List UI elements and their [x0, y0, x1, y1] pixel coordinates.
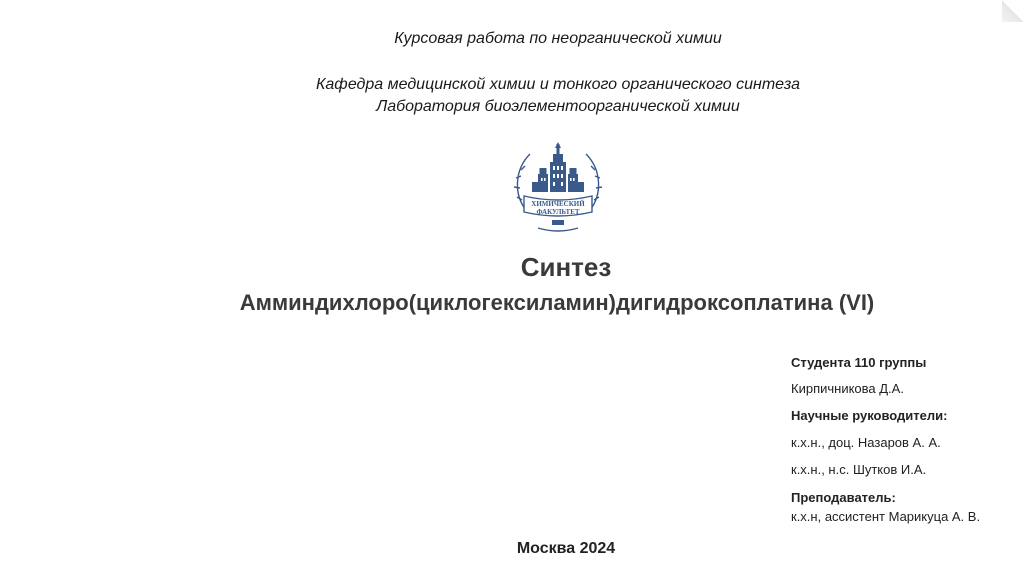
svg-text:ХИМИЧЕСКИЙ: ХИМИЧЕСКИЙ	[531, 200, 585, 208]
advisor-2: к.х.н., н.с. Шутков И.А.	[791, 462, 927, 477]
svg-text:ФАКУЛЬТЕТ: ФАКУЛЬТЕТ	[536, 208, 580, 216]
advisor-1: к.х.н., доц. Назаров А. А.	[791, 435, 941, 450]
teacher-name: к.х.н, ассистент Марикуца А. В.	[791, 509, 981, 524]
city-year: Москва 2024	[516, 540, 616, 557]
laboratory-name: Лаборатория биоэлементоорганической химии	[376, 98, 740, 115]
chemistry-faculty-logo	[508, 140, 608, 236]
student-group-label: Студента 110 группы	[791, 355, 927, 370]
teacher-heading: Преподаватель:	[791, 490, 896, 505]
course-title: Курсовая работа по неорганической химии	[394, 30, 722, 47]
department-name: Кафедра медицинской химии и тонкого органического синтеза	[315, 76, 801, 93]
slide-title-line-2: Амминдихлоро(циклогексиламин)дигидроксоплатина (VI)	[239, 290, 875, 315]
slide-title-line-1: Синтез	[520, 252, 612, 282]
page-corner-fold	[1002, 0, 1024, 22]
advisors-heading: Научные руководители:	[791, 408, 948, 423]
student-name: Кирпичникова Д.А.	[791, 381, 904, 396]
